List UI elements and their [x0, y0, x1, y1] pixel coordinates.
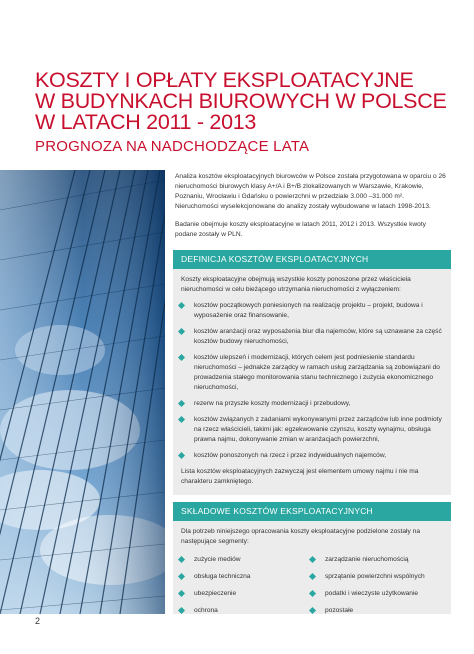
list-item: ubezpieczenie	[181, 589, 312, 599]
exclusions-list	[181, 301, 443, 461]
intro-text	[175, 172, 447, 248]
title-line-3: W LATACH 2011 - 2013	[35, 110, 257, 134]
components-lead: Dla potrzeb niniejszego opracowania koszty eksploatacyjne podzielone zostały na następujące segmenty:	[181, 528, 420, 545]
list-item: pozostałe	[312, 606, 443, 616]
diamond-bullet-icon	[178, 328, 185, 335]
diamond-bullet-icon	[178, 573, 185, 580]
list-item: kosztów związanych z zadaniami wykonywanymi przez zarządców lub inne podmioty na rzecz właścicieli, takimi jak: egzekwowanie czynszu, koszty wynajmu, obsługa prawna najmu, dokonywanie zmian w aranżacjach powierzchni,	[181, 415, 443, 445]
list-item: sprzątanie powierzchni wspólnych	[312, 572, 443, 582]
list-item: kosztów aranżacji oraz wyposażenia biur dla najemców, które są uznawane za część kosztów budowy nieruchomości,	[181, 327, 443, 347]
list-item: podatki i wieczyste użytkowanie	[312, 589, 443, 599]
intro-paragraph-1: Analiza kosztów eksploatacyjnych biurowców w Polsce została przygotowana w oparciu o 26 nieruchomości biurowych klasy A+/A i B+/B zlokalizowanych w Warszawie, Krakowie, Poznaniu, Wrocławiu i Gdańsku o powierzchni w przedziale 3.000 –31.000 m². Nieruchomości wyselekcjonowane do analizy zostały wybudowane w latach 1998-2013.	[175, 173, 446, 210]
diamond-bullet-icon	[178, 590, 185, 597]
definition-box	[173, 269, 451, 495]
list-item: zużycie mediów	[181, 555, 312, 565]
title-line-1: KOSZTY I OPŁATY EKSPLOATACYJNE	[35, 68, 414, 92]
list-item: kosztów ulepszeń i modernizacji, których celem jest podniesienie standardu nieruchomości – jednakże zarządcy w ramach usług zarządzania są zobowiązani do prowadzenia stałego monitorowania stanu technicznego i zużycia ekonomicznego nieruchomości,	[181, 353, 443, 393]
list-item: rezerw na przyszłe koszty modernizacji i przebudowy,	[181, 399, 443, 409]
components-columns	[181, 555, 443, 623]
definition-lead: Koszty eksploatacyjne obejmują wszystkie koszty ponoszone przez właściciela nieruchomości w celu bieżącego utrzymania nieruchomości z wyłączeniem:	[181, 276, 411, 293]
list-item: zarządzanie nieruchomością	[312, 555, 443, 565]
diamond-bullet-icon	[178, 416, 185, 423]
diamond-bullet-icon	[178, 354, 185, 361]
intro-paragraph-2: Badanie obejmuje koszty eksploatacyjne w latach 2011, 2012 i 2013. Wszystkie kwoty podane zostały w PLN.	[175, 221, 426, 238]
diamond-bullet-icon	[178, 400, 185, 407]
components-box	[173, 521, 451, 614]
title-line-2: W BUDYNKACH BIUROWYCH W POLSCE	[35, 89, 447, 113]
document-subtitle: PROGNOZA NA NADCHODZĄCE LATA	[35, 138, 310, 155]
list-item: ochrona	[181, 606, 312, 616]
list-item: obsługa techniczna	[181, 572, 312, 582]
office-building-photo	[0, 170, 165, 614]
definition-heading: DEFINICJA KOSZTÓW EKSPLOATACYJNYCH	[173, 250, 451, 269]
list-item: kosztów początkowych poniesionych na realizację projektu – projekt, budowa i wyposażenie oraz finansowanie,	[181, 301, 443, 321]
components-left-column	[181, 555, 312, 623]
definition-closing: Lista kosztów eksploatacyjnych zazwyczaj jest elementem umowy najmu i nie ma charakteru zamkniętego.	[181, 468, 419, 485]
document-title	[35, 70, 455, 133]
components-heading: SKŁADOWE KOSZTÓW EKSPLOATACYJNYCH	[173, 502, 451, 521]
list-item: kosztów ponoszonych na rzecz i przez indywidualnych najemców,	[181, 451, 443, 461]
diamond-bullet-icon	[178, 607, 185, 614]
diamond-bullet-icon	[178, 302, 185, 309]
page-number: 2	[35, 616, 41, 626]
components-right-column	[312, 555, 443, 623]
diamond-bullet-icon	[178, 556, 185, 563]
diamond-bullet-icon	[178, 452, 185, 459]
